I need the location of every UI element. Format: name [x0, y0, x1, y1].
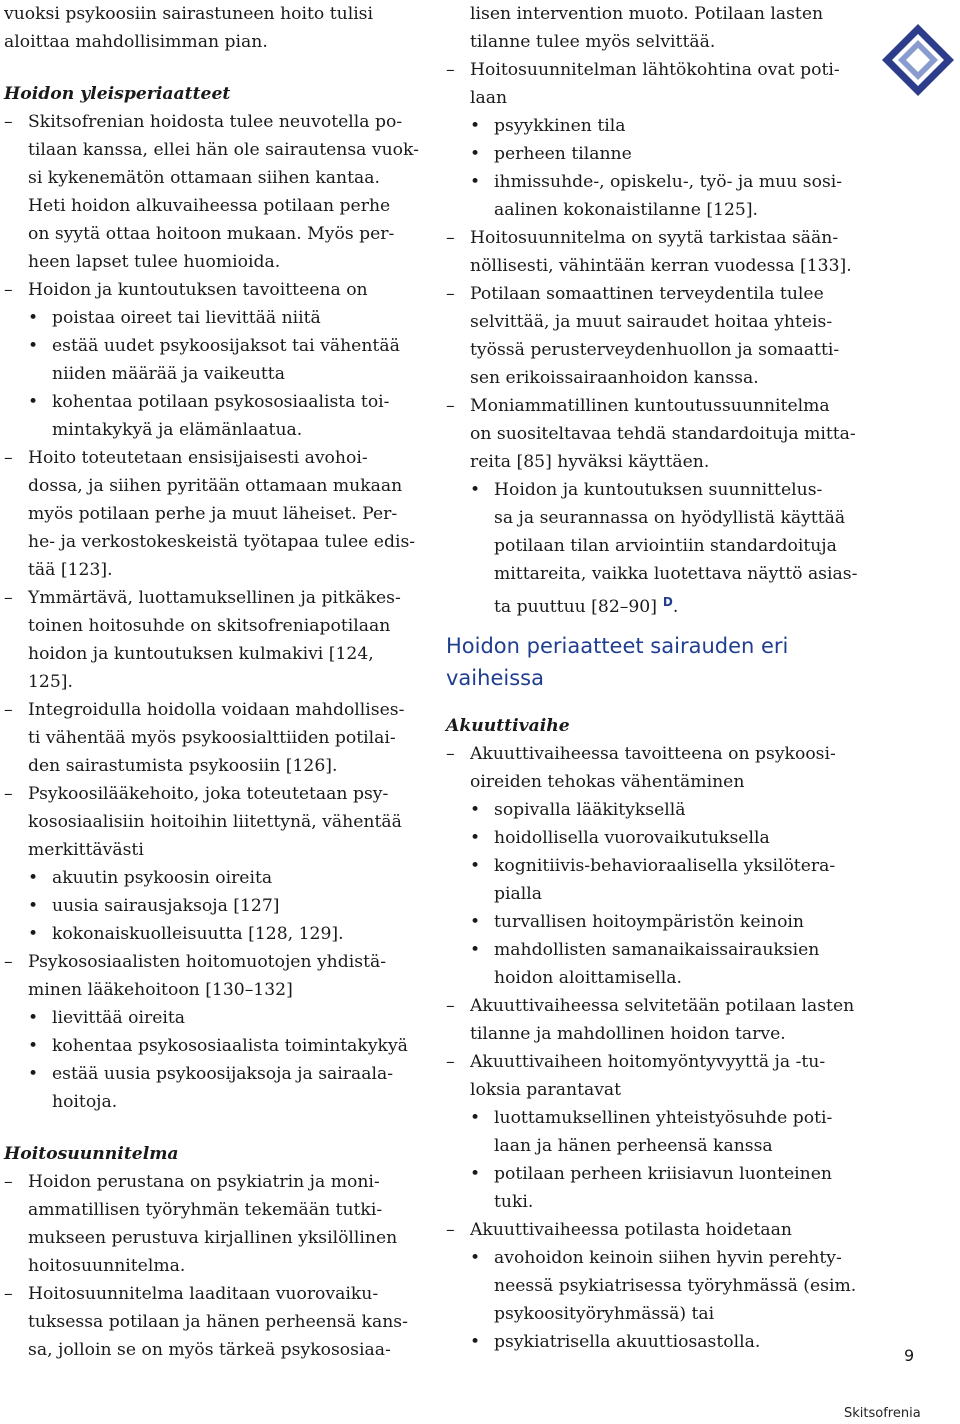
text-line: Psykoosilääkehoito, joka toteutetaan psy- [28, 784, 389, 804]
text-line: sa ja seurannassa on hyödyllistä käyttää [494, 508, 846, 528]
chapter-heading [446, 630, 864, 694]
text-line-with-evidence [446, 588, 864, 616]
text-line: nöllisesti, vähintään kerran vuodessa [133]. [470, 256, 852, 276]
bullet-list-item [446, 140, 864, 168]
dash-list-item [446, 1216, 864, 1244]
dash-list-item [4, 1168, 422, 1280]
text-line: lievittää oireita [52, 1008, 186, 1028]
dash-list-item [4, 584, 422, 696]
text-line: Heti hoidon alkuvaiheessa potilaan perhe [28, 196, 391, 216]
text-line: niiden määrää ja vaikeutta [52, 364, 285, 384]
text-line: Akuuttivaiheessa tavoitteena on psykoosi- [470, 744, 836, 764]
bullet-list-item [4, 892, 422, 920]
text-line: Hoidon ja kuntoutuksen tavoitteena on [28, 280, 368, 300]
bullet-marker-icon: • [470, 1164, 481, 1184]
text-line: lisen intervention muoto. Potilaan lasten [470, 4, 824, 24]
text-line: sen erikoissairaanhoidon kanssa. [470, 368, 759, 388]
text-line: selvittää, ja muut sairaudet hoitaa yhteis- [470, 312, 833, 332]
text-line: Hoitosuunnitelma on syytä tarkistaa sään- [470, 228, 839, 248]
text-line: Hoidon perustana on psykiatrin ja moni- [28, 1172, 380, 1192]
bullet-list-item [446, 1244, 864, 1328]
text-line: uusia sairausjaksoja [127] [52, 896, 280, 916]
text-line: ta puuttuu [82–90] [494, 597, 657, 616]
text-line: loksia parantavat [470, 1080, 622, 1100]
bullet-list-item [4, 1060, 422, 1116]
text-line: Akuuttivaiheen hoitomyöntyvyyttä ja -tu- [470, 1052, 826, 1072]
bullet-marker-icon: • [28, 896, 39, 916]
bullet-marker-icon: • [28, 392, 39, 412]
bullet-marker-icon: • [470, 912, 481, 932]
bullet-marker-icon: • [28, 924, 39, 944]
text-line: pialla [494, 884, 542, 904]
text-line: turvallisen hoitoympäristön keinoin [494, 912, 804, 932]
text-line: Akuuttivaiheessa potilasta hoidetaan [470, 1220, 792, 1240]
text-line: tilaan kanssa, ellei hän ole sairautensa vuok- [28, 140, 419, 160]
dash-marker-icon: – [446, 996, 455, 1016]
text-line: Integroidulla hoidolla voidaan mahdollises- [28, 700, 405, 720]
section-heading [4, 80, 422, 108]
text-line: vuoksi psykoosiin sairastuneen hoito tulisi [4, 4, 374, 24]
dash-marker-icon: – [4, 1284, 13, 1304]
logo-diamond-icon [880, 22, 956, 98]
bullet-list-item [4, 920, 422, 948]
text-line: hoitoja. [52, 1092, 118, 1112]
dash-marker-icon: – [446, 396, 455, 416]
heading-line: vaiheissa [446, 666, 544, 690]
text-line: myös potilaan perhe ja muut läheiset. Per- [28, 504, 398, 524]
text-line: Psykososiaalisten hoitomuotojen yhdistä- [28, 952, 387, 972]
text-line: perheen tilanne [494, 144, 632, 164]
dash-list-item [4, 948, 422, 1004]
text-line: kohentaa psykososiaalista toimintakykyä [52, 1036, 408, 1056]
text-line: mittareita, vaikka luotettava näyttö asias- [494, 564, 858, 584]
bullet-marker-icon: • [470, 480, 481, 500]
text-line: neessä psykiatrisessa työryhmässä (esim. [494, 1276, 857, 1296]
right-column-flow [446, 0, 864, 1356]
text-line: akuutin psykoosin oireita [52, 868, 273, 888]
text-line: Hoitosuunnitelma laaditaan vuorovaiku- [28, 1284, 379, 1304]
text-line: 125]. [28, 672, 73, 692]
text-line: hoidon ja kuntoutuksen kulmakivi [124, [28, 644, 374, 664]
dash-list-item [4, 780, 422, 864]
spacer [446, 694, 864, 712]
text-line: tilanne ja mahdollinen hoidon tarve. [470, 1024, 786, 1044]
dash-marker-icon: – [446, 60, 455, 80]
dash-list-item [4, 108, 422, 276]
spacer [4, 56, 422, 80]
right-column [446, 0, 864, 1356]
text-line: on suositeltavaa tehdä standardoituja mitta- [470, 424, 856, 444]
text-line: aalinen kokonaistilanne [125]. [494, 200, 759, 220]
bullet-marker-icon: • [470, 856, 481, 876]
text-line: poistaa oireet tai lievittää niitä [52, 308, 321, 328]
dash-marker-icon: – [4, 588, 13, 608]
bullet-list-item [4, 1004, 422, 1032]
bullet-marker-icon: • [470, 172, 481, 192]
text-line: merkittävästi [28, 840, 144, 860]
text-line: dossa, ja siihen pyritään ottamaan mukaan [28, 476, 403, 496]
text-line: he- ja verkostokeskeistä työtapaa tulee edis- [28, 532, 416, 552]
text-line: sopivalla lääkityksellä [494, 800, 686, 820]
heading-line: Hoidon periaatteet sairauden eri [446, 634, 789, 658]
footer-title: Skitsofrenia [844, 1406, 921, 1421]
dash-marker-icon: – [4, 1172, 13, 1192]
text-line: hoidollisella vuorovaikutuksella [494, 828, 770, 848]
dash-marker-icon: – [4, 952, 13, 972]
bullet-list-item [446, 1160, 864, 1216]
text-line: Hoidon ja kuntoutuksen suunnittelus- [494, 480, 823, 500]
text-line: avohoidon keinoin siihen hyvin perehty- [494, 1248, 842, 1268]
left-column-flow [4, 0, 422, 1364]
text-line: heen lapset tulee huomioida. [28, 252, 281, 272]
text-line: Akuuttivaiheessa selvitetään potilaan lasten [470, 996, 855, 1016]
section-heading [446, 712, 864, 740]
paragraph [4, 0, 422, 56]
dash-list-item [446, 1048, 864, 1104]
text-line: kohentaa potilaan psykososiaalista toi- [52, 392, 390, 412]
text-line: Hoitosuunnitelman lähtökohtina ovat poti- [470, 60, 840, 80]
text-line: si kykenemätön ottamaan siihen kantaa. [28, 168, 380, 188]
bullet-list-item [446, 852, 864, 908]
dash-marker-icon: – [4, 112, 13, 132]
bullet-marker-icon: • [28, 868, 39, 888]
text-line: kokonaiskuolleisuutta [128, 129]. [52, 924, 344, 944]
paragraph [446, 0, 864, 56]
left-column [4, 0, 422, 1364]
bullet-marker-icon: • [28, 336, 39, 356]
dash-list-item [446, 392, 864, 476]
heading-line: Akuuttivaihe [446, 716, 570, 736]
text-line: den sairastumista psykoosiin [126]. [28, 756, 338, 776]
text-line: tilanne tulee myös selvittää. [470, 32, 716, 52]
dash-list-item [446, 224, 864, 280]
text-line: psykiatrisella akuuttiosastolla. [494, 1332, 761, 1352]
text-line: kognitiivis-behavioraalisella yksilötera- [494, 856, 836, 876]
bullet-marker-icon: • [470, 1248, 481, 1268]
bullet-list-item [4, 332, 422, 388]
bullet-marker-icon: • [470, 828, 481, 848]
bullet-marker-icon: • [28, 308, 39, 328]
bullet-list-item [4, 1032, 422, 1060]
text-line: estää uudet psykoosijaksot tai vähentää [52, 336, 400, 356]
text-line: sa, jolloin se on myös tärkeä psykososiaa- [28, 1340, 391, 1360]
text-line: oireiden tehokas vähentäminen [470, 772, 745, 792]
evidence-level-badge: D [662, 595, 673, 609]
dash-marker-icon: – [446, 284, 455, 304]
bullet-list-item [446, 908, 864, 936]
text-line: . [672, 597, 679, 616]
bullet-marker-icon: • [28, 1036, 39, 1056]
dash-marker-icon: – [4, 784, 13, 804]
bullet-list-item [4, 304, 422, 332]
bullet-list-item [446, 476, 864, 588]
dash-marker-icon: – [4, 280, 13, 300]
text-line: psykoosityöryhmässä) tai [494, 1304, 715, 1324]
bullet-marker-icon: • [470, 1332, 481, 1352]
text-line: hoidon aloittamisella. [494, 968, 682, 988]
dash-marker-icon: – [446, 744, 455, 764]
text-line: ihmissuhde-, opiskelu-, työ- ja muu sosi- [494, 172, 843, 192]
bullet-marker-icon: • [470, 116, 481, 136]
text-line: työssä perusterveydenhuollon ja somaatti- [470, 340, 840, 360]
dash-marker-icon: – [446, 1052, 455, 1072]
bullet-list-item [446, 1328, 864, 1356]
bullet-marker-icon: • [28, 1064, 39, 1084]
bullet-list-item [4, 864, 422, 892]
text-line: hoitosuunnitelma. [28, 1256, 186, 1276]
page-number: 9 [904, 1346, 915, 1365]
dash-marker-icon: – [4, 700, 13, 720]
text-line: minen lääkehoitoon [130–132] [28, 980, 293, 1000]
bullet-marker-icon: • [470, 800, 481, 820]
bullet-list-item [446, 112, 864, 140]
text-line: tuksessa potilaan ja hänen perheensä kans- [28, 1312, 408, 1332]
dash-list-item [4, 276, 422, 304]
bullet-marker-icon: • [28, 1008, 39, 1028]
bullet-marker-icon: • [470, 144, 481, 164]
text-line: Moniammatillinen kuntoutussuunnitelma [470, 396, 830, 416]
dash-list-item [446, 740, 864, 796]
text-line: laan [470, 88, 508, 108]
text-line: Hoito toteutetaan ensisijaisesti avohoi- [28, 448, 368, 468]
text-line: tuki. [494, 1192, 534, 1212]
text-line: aloittaa mahdollisimman pian. [4, 32, 268, 52]
text-line: luottamuksellinen yhteistyösuhde poti- [494, 1108, 833, 1128]
bullet-marker-icon: • [470, 1108, 481, 1128]
dash-list-item [4, 696, 422, 780]
bullet-list-item [446, 824, 864, 852]
text-line: on syytä ottaa hoitoon mukaan. Myös per- [28, 224, 395, 244]
dash-marker-icon: – [446, 1220, 455, 1240]
dash-list-item [4, 444, 422, 584]
dash-list-item [446, 280, 864, 392]
text-line: potilaan perheen kriisiavun luonteinen [494, 1164, 832, 1184]
text-line: Skitsofrenian hoidosta tulee neuvotella po- [28, 112, 403, 132]
text-line: potilaan tilan arviointiin standardoituja [494, 536, 837, 556]
text-line: tää [123]. [28, 560, 113, 580]
text-line: estää uusia psykoosijaksoja ja sairaala- [52, 1064, 394, 1084]
text-line: mukseen perustuva kirjallinen yksilöllinen [28, 1228, 398, 1248]
bullet-list-item [446, 936, 864, 992]
spacer [4, 1116, 422, 1140]
text-line: reita [85] hyväksi käyttäen. [470, 452, 710, 472]
dash-marker-icon: – [446, 228, 455, 248]
bullet-marker-icon: • [470, 940, 481, 960]
section-heading [4, 1140, 422, 1168]
text-line: Ymmärtävä, luottamuksellinen ja pitkäkes- [28, 588, 401, 608]
bullet-list-item [4, 388, 422, 444]
text-line: mintakykyä ja elämänlaatua. [52, 420, 303, 440]
bullet-list-item [446, 796, 864, 824]
text-line: kososiaalisiin hoitoihin liitettynä, vähentää [28, 812, 402, 832]
text-line: ti vähentää myös psykoosialttiiden potilai- [28, 728, 396, 748]
text-line: toinen hoitosuhde on skitsofreniapotilaan [28, 616, 391, 636]
spacer [446, 616, 864, 630]
bullet-list-item [446, 168, 864, 224]
text-line: mahdollisten samanaikaissairauksien [494, 940, 820, 960]
text-line: Potilaan somaattinen terveydentila tulee [470, 284, 824, 304]
text-line: laan ja hänen perheensä kanssa [494, 1136, 773, 1156]
dash-list-item [446, 56, 864, 112]
bullet-list-item [446, 1104, 864, 1160]
dash-marker-icon: – [4, 448, 13, 468]
dash-list-item [4, 1280, 422, 1364]
heading-line: Hoitosuunnitelma [4, 1144, 179, 1164]
heading-line: Hoidon yleisperiaatteet [4, 84, 231, 104]
text-line: psyykkinen tila [494, 116, 626, 136]
dash-list-item [446, 992, 864, 1048]
text-line: ammatillisen työryhmän tekemään tutki- [28, 1200, 383, 1220]
